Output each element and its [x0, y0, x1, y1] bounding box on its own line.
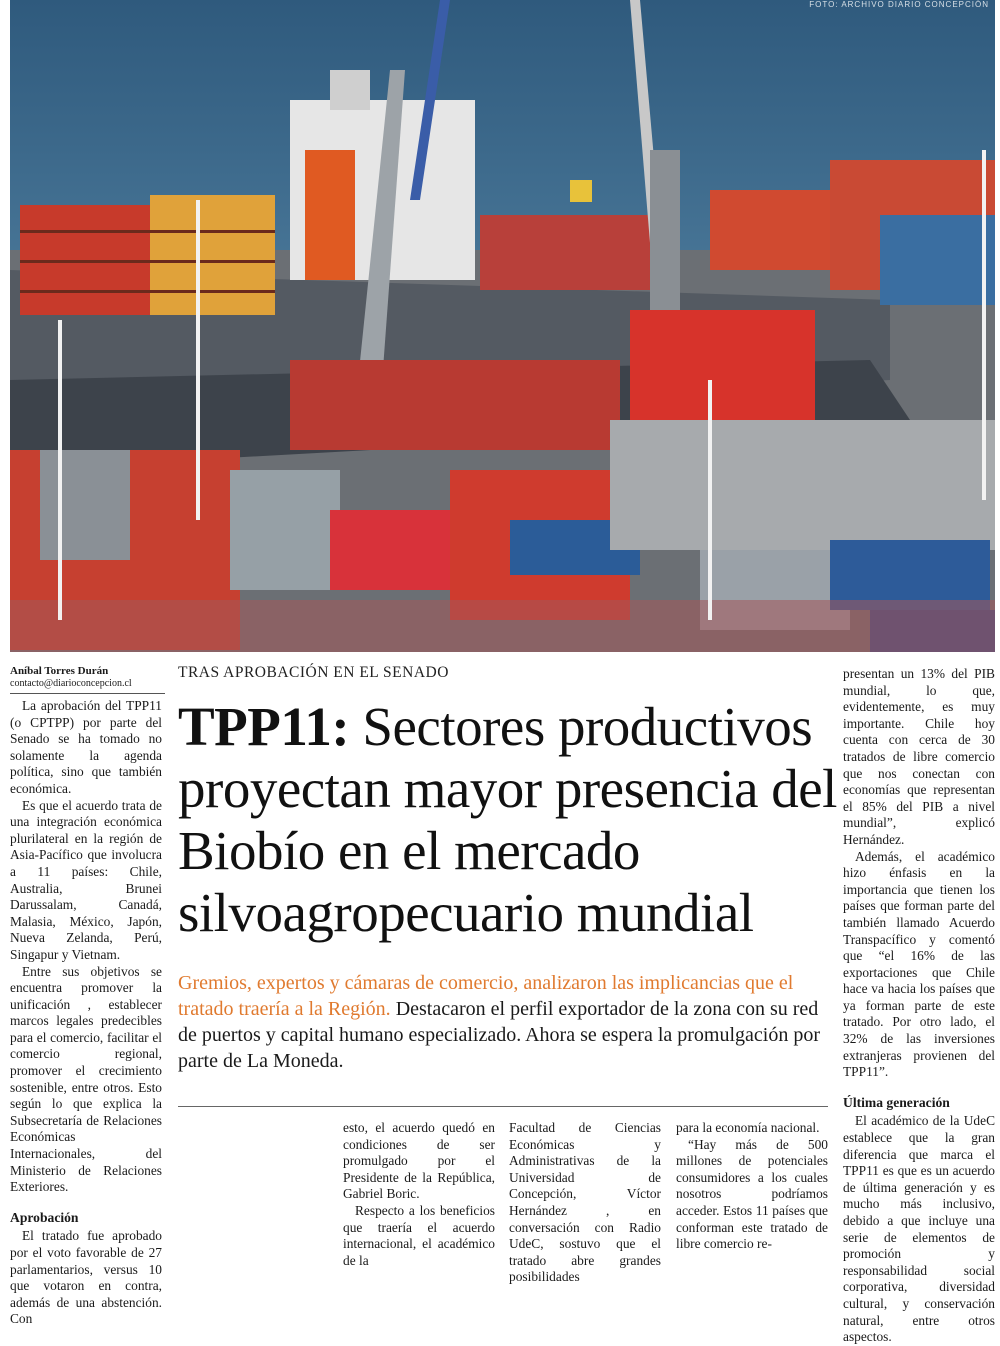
headline-rest: Sectores productivos proyectan mayor presencia del Biobío en el mercado silvoagropecuario mundial [178, 696, 837, 943]
deck-highlight: Gremios, expertos y cámaras de comercio, analizaron las implicancias que el tratado traería a la Región. [178, 972, 794, 1020]
column-2 [343, 1120, 495, 1269]
author-name: Aníbal Torres Durán [10, 665, 109, 677]
author-email: contacto@diarioconcepcion.cl [10, 678, 132, 689]
port-photo [10, 0, 995, 652]
paragraph: “Hay más de 500 millones de potenciales consumidores a los cuales nosotros podríamos acceder. Estos 11 países que conforman este tratado de libre comercio re- [676, 1136, 828, 1252]
subheading: Última generación [843, 1094, 950, 1110]
paragraph: Es que el acuerdo trata de una integración económica plurilateral en la región de Asia-Pacífico que involucra a 11 países: Chile, Australia, Brunei Darussalam, Canadá, Malasia, México, Japón, Nueva Zelanda, Perú, Singapur y Vietnam. [10, 797, 162, 962]
paragraph: esto, el acuerdo quedó en condiciones de ser promulgado por el Presidente de la República, Gabriel Boric. [343, 1120, 495, 1202]
divider [178, 1106, 828, 1107]
column-5 [843, 666, 995, 1346]
container-port-illustration [10, 0, 995, 652]
column-4 [676, 1120, 828, 1253]
subheading: Aprobación [10, 1209, 79, 1225]
deck [178, 970, 828, 1074]
headline-lead: TPP11: [178, 696, 350, 757]
kicker: TRAS APROBACIÓN EN EL SENADO [178, 664, 449, 681]
paragraph: Respecto a los beneficios que traería el acuerdo internacional, el académico de la [343, 1202, 495, 1268]
photo-credit: FOTO: ARCHIVO DIARIO CONCEPCIÓN [809, 0, 989, 9]
byline [10, 665, 165, 694]
paragraph: Facultad de Ciencias Económicas y Administrativas de la Universidad de Concepción, Víctor Hernández , en conversación con Radio UdeC, sostuvo que el tratado abre grandes posibilidades [509, 1120, 661, 1285]
column-1 [10, 698, 162, 1328]
paragraph: La aprobación del TPP11 (o CPTPP) por parte del Senado se ha tomado no solamente la agenda política, sino que también económica. [10, 698, 162, 796]
column-3 [509, 1120, 661, 1286]
paragraph: Entre sus objetivos se encuentra promover la unificación , establecer marcos legales predecibles para el comercio, facilitar el comercio regional, promover el crecimiento sostenible, entre otros. Esto según lo que explica la Subsecretaría de Relaciones Económicas Internacionales, del Ministerio de Relaciones Exteriores. [10, 963, 162, 1195]
deck-rest: Destacaron el perfil exportador de la zona con su red de puertos y capital humano especializado. Ahora se espera la promulgación por parte de La Moneda. [178, 998, 820, 1072]
paragraph: Además, el académico hizo énfasis en la importancia que tienen los países que forman parte del también llamado Acuerdo Transpacífico y comentó que “el 16% de las exportaciones que Chile hace va hacia los países que ya forman parte de este tratado. Por otro lado, el 32% de las inversiones extranjeras provienen del TPP11”. [843, 848, 995, 1080]
paragraph: El académico de la UdeC establece que la gran diferencia que marca el TPP11 es que es un acuerdo de última generación y es mucho más inclusivo, debido a que incluye una serie de elementos de promoción y responsabilidad social corporativa, diversidad cultural, y conservación natural, entre otros aspectos. [843, 1113, 995, 1345]
paragraph: El tratado fue aprobado por el voto favorable de 27 parlamentarios, versus 10 que votaron en contra, además de una abstención. Con [10, 1228, 162, 1327]
paragraph: para la economía nacional. [676, 1120, 820, 1135]
headline [178, 696, 838, 944]
paragraph: presentan un 13% del PIB mundial, lo que, evidentemente, es muy importante. Chile hoy cuenta con cerca de 30 tratados de libre comercio que nos conectan con economías que representan el 85% del PIB a nivel mundial”, explicó Hernández. [843, 666, 995, 847]
